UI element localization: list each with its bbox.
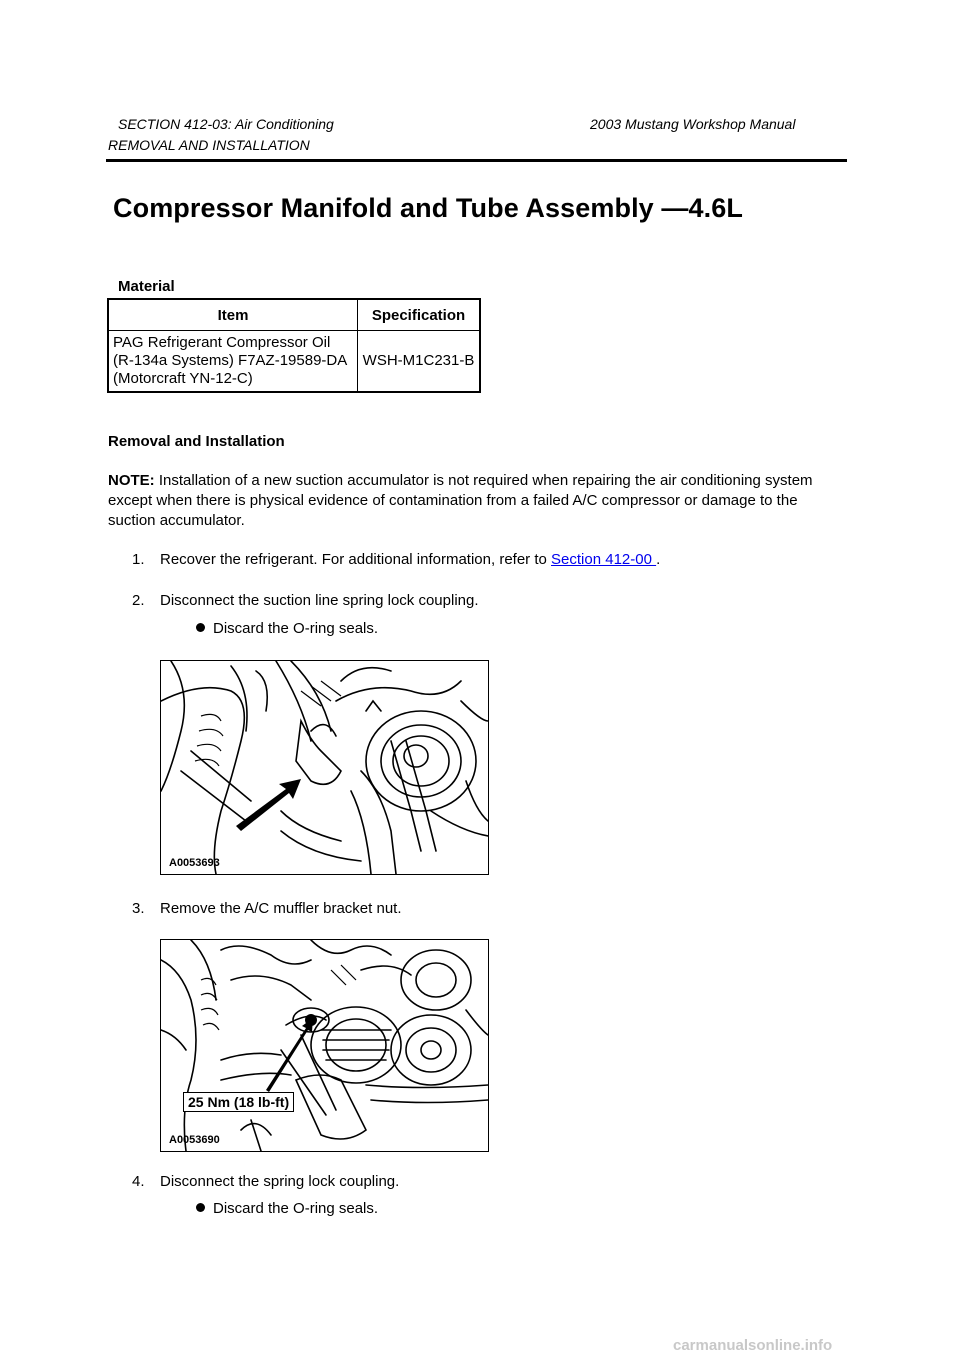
step-text-end: . bbox=[656, 551, 661, 568]
section-412-00-link[interactable]: Section 412-00 bbox=[551, 551, 657, 568]
step-text: Remove the A/C muffler bracket nut. bbox=[160, 900, 402, 917]
pointer-arrow-icon bbox=[236, 779, 301, 831]
bullet-dot-icon bbox=[196, 1203, 205, 1212]
engine-illustration-1 bbox=[161, 661, 488, 874]
step-number: 4. bbox=[132, 1173, 145, 1190]
bullet-dot-icon bbox=[196, 623, 205, 632]
figure-muffler-bracket bbox=[160, 939, 489, 1152]
material-item-cell: PAG Refrigerant Compressor Oil (R-134a Systems) F7AZ-19589-DA (Motorcraft YN-12-C) bbox=[108, 331, 358, 393]
step-text: Disconnect the suction line spring lock coupling. bbox=[160, 592, 479, 609]
step-number: 3. bbox=[132, 900, 145, 917]
table-row bbox=[108, 331, 480, 393]
note-text: Installation of a new suction accumulator is not required when repairing the air conditioning system except when there is physical evidence of contamination from a failed A/C compressor or damage to the suction accumulator. bbox=[108, 472, 813, 529]
note-paragraph bbox=[108, 471, 828, 531]
material-label: Material bbox=[118, 278, 175, 295]
figure-suction-coupling bbox=[160, 660, 489, 875]
step-text: Disconnect the spring lock coupling. bbox=[160, 1173, 400, 1190]
header-section: SECTION 412-03: Air Conditioning bbox=[118, 116, 334, 132]
column-header-item: Item bbox=[108, 299, 358, 331]
material-table bbox=[107, 298, 481, 393]
bullet-item bbox=[196, 1200, 378, 1217]
header-manual: 2003 Mustang Workshop Manual bbox=[590, 116, 796, 132]
material-spec-cell: WSH-M1C231-B bbox=[358, 331, 481, 393]
page-title: Compressor Manifold and Tube Assembly —4.6L bbox=[113, 193, 743, 223]
pointer-arrow-icon bbox=[266, 1018, 313, 1092]
material-header-row bbox=[108, 299, 480, 331]
step-number: 2. bbox=[132, 592, 145, 609]
engine-illustration-2 bbox=[161, 940, 488, 1151]
torque-label: 25 Nm (18 lb-ft) bbox=[183, 1092, 294, 1112]
note-label: NOTE: bbox=[108, 472, 155, 489]
header-rule bbox=[106, 159, 847, 162]
step-number: 1. bbox=[132, 551, 145, 568]
bullet-item bbox=[196, 620, 378, 637]
watermark: carmanualsonline.info bbox=[673, 1337, 833, 1354]
step-text bbox=[160, 551, 660, 568]
bullet-text: Discard the O-ring seals. bbox=[213, 1200, 379, 1217]
step-text-body: Recover the refrigerant. For additional information, refer to bbox=[160, 551, 552, 568]
bullet-text: Discard the O-ring seals. bbox=[213, 620, 379, 637]
figure-id: A0053690 bbox=[169, 1134, 220, 1146]
column-header-specification: Specification bbox=[358, 299, 481, 331]
figure-id: A0053693 bbox=[169, 857, 220, 869]
section-heading: Removal and Installation bbox=[108, 433, 285, 450]
header-subtitle: REMOVAL AND INSTALLATION bbox=[108, 137, 310, 153]
